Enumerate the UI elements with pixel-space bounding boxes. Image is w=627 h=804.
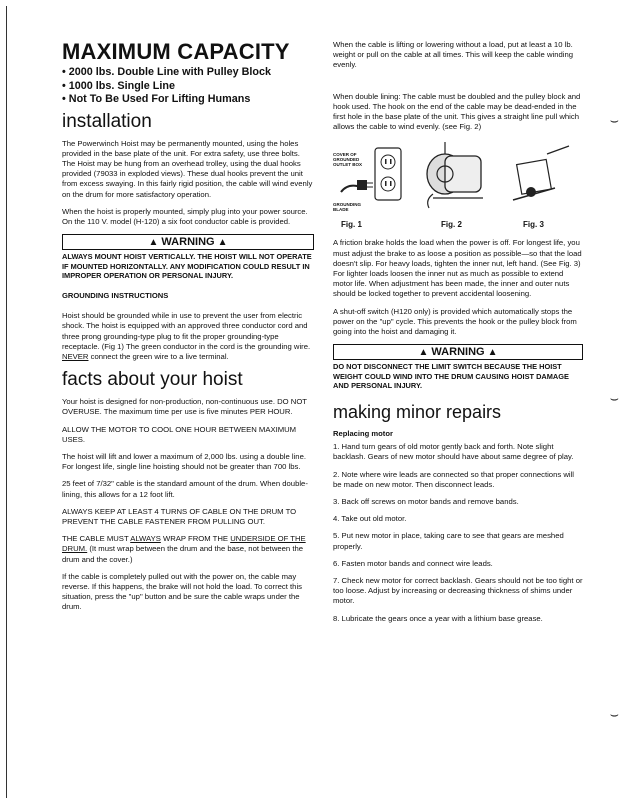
facts-paragraph: ALLOW THE MOTOR TO COOL ONE HOUR BETWEEN MAXIMUM USES. [62,424,297,444]
facts-paragraph: The hoist will lift and lower a maximum of 2,000 lbs. using a double line. For longest life, single line hoisting should not be greater than 700 lbs. [62,451,306,472]
blade-label: GROUNDING BLADE [333,202,361,213]
repair-step: 5. Put new motor in place, taking care to see that gears are meshed properly. [333,531,564,551]
facts-paragraph: Your hoist is designed for non-production, non-continuous use. DO NOT OVERUSE. The maximum time per use is five minutes PER HOUR. [62,397,307,417]
underside-emphasis: UNDERSIDE OF THE DRUM. [62,534,306,554]
capacity-item: • 2000 lbs. Double Line with Pulley Block [62,66,314,80]
capacity-item: • 1000 lbs. Single Line [62,80,314,94]
replacing-heading: Replacing motor [333,429,393,439]
warning-label: WARNING [161,236,215,249]
repair-step: 3. Back off screws on motor bands and remove bands. [333,497,519,507]
installation-heading: installation [62,110,152,132]
fig-3-caption: Fig. 3 [523,220,544,230]
always-emphasis: ALWAYS [130,534,161,544]
grounding-text: Hoist should be grounded while in use to prevent the user from electric shock. The hoist is equipped with an approved three conductor cord and three prong grounding-type plug to fit the proper grounding-type receptacle. (Fig 1) The green conductor in the cord is the grounding wire. [62,311,311,351]
repair-step: 8. Lubricate the gears once a year with a lithium base grease. [333,613,543,623]
installation-paragraph: When the hoist is properly mounted, simply plug into your power source. On the 110 V. model (H-120) a six foot conductor cable is provided. [62,206,308,226]
repair-step: 7. Check new motor for correct backlash. Gears should not be too tight or too loose. Adjust by increasing or decreasing thickness of shims under motor. [333,576,583,606]
facts-paragraph: ALWAYS KEEP AT LEAST 4 TURNS OF CABLE ON THE DRUM TO PREVENT THE CABLE FASTENER FROM PULLING OUT. [62,506,297,526]
facts-text: (It must wrap between the drum and the base, not between the drum and the cover.) [62,544,304,564]
repair-step: 2. Note where wire leads are connected so that proper connections will be made on new motor. Then disconnect leads. [333,469,575,489]
fig-2-caption: Fig. 2 [441,220,462,230]
warning-text: ALWAYS MOUNT HOIST VERTICALLY. THE HOIST WILL NOT OPERATE IF MOUNTED HORIZONTALLY. ANY MODIFICATION COULD RESULT IN IMPROPER OPERATION OR PERSONAL INJURY. [62,252,312,281]
installation-paragraph: The Powerwinch Hoist may be permanently mounted, using the holes provided in the base plate of the unit. For extra safety, use three bolts. The Hoist may be hung from an overhead trolley, using the dual hooks provided (79033 in exploded views). These dual hooks prevent the unit from excess swaying. In this fairly rigid position, the cable will wind evenly on the drum for more satisfactory operation. [62,138,313,199]
warning-label: WARNING [431,346,485,359]
warning-icon: ▲ [148,237,159,249]
brake-paragraph: A friction brake holds the load when the power is off. For longest life, you must adjust the brake to as loose a position as possible—so that the load doesn't slip. For heavy loads, tighten the inner nut, left hand. (See Fig. 3) For lighter loads loosen the inner nut as much as possible to extend motor life. When adjustment has been made, the inner and outer nuts should be locked together to prevent accidental loosening. [333,238,582,299]
page-edge-line [6,6,7,798]
warning-icon: ▲ [217,237,228,249]
figure-illustrations [333,140,583,218]
capacity-list [62,66,314,107]
capacity-title: MAXIMUM CAPACITY [62,39,290,64]
repair-step: 4. Take out old motor. [333,514,407,524]
warning-icon: ▲ [487,347,498,359]
capacity-item: • Not To Be Used For Lifting Humans [62,93,314,107]
grounding-heading: GROUNDING INSTRUCTIONS [62,290,169,300]
warning-text: DO NOT DISCONNECT THE LIMIT SWITCH BECAUSE THE HOIST WEIGHT COULD WIND INTO THE DRUM CAUSING HOIST DAMAGE AND PERSONAL INJURY. [333,362,569,391]
double-lining-paragraph: When double lining: The cable must be doubled and the pulley block and hook used. The hook on the end of the cable may be dead-ended in the first hole in the base plate of the unit. This gives a straight line pull which allows the cable to wind evenly. (see Fig. 2) [333,91,581,132]
repair-step: 1. Hand turn gears of old motor gently back and forth. Note slight backlash. Gears of new motor should have about same degree of play. [333,442,574,462]
repairs-heading: making minor repairs [333,402,502,423]
brake-figure [513,146,569,200]
margin-tick: ⌣ [609,112,619,128]
warning-icon: ▲ [418,347,429,359]
repair-step: 6. Fasten motor bands and connect wire leads. [333,558,493,568]
facts-text: THE CABLE MUST [62,534,129,544]
fig-1-caption: Fig. 1 [341,220,362,230]
figures [333,140,583,232]
facts-paragraph: If the cable is completely pulled out with the power on, the cable may reverse. If this happens, the brake will not hold the load. To correct this situation, press the "up" button and be sure the cable wraps under the drum. [62,571,303,612]
grounding-text: connect the green wire to a live terminal. [90,351,229,361]
outlet-box-label: COVER OF GROUNDED OUTLET BOX [333,152,362,168]
switch-paragraph: A shut-off switch (H120 only) is provided which automatically stops the power on the "up" cycle. This prevents the hook or the pulley block from going into the hoist and damaging it. [333,306,577,337]
margin-tick: ⌣ [609,390,619,406]
facts-paragraph [62,534,314,565]
hoist-figure [427,142,483,208]
warning-banner [62,234,314,250]
facts-heading: facts about your hoist [62,369,243,391]
facts-paragraph: 25 feet of 7/32" cable is the standard amount of the drum. When double-lining, this allows for a 12 foot lift. [62,479,308,499]
cable-paragraph: When the cable is lifting or lowering without a load, put at least a 10 lb. weight or pull on the cable at all times. This will keep the cable winding evenly. [333,40,574,70]
facts-text: WRAP FROM THE [162,534,229,544]
left-column [62,40,314,620]
grounding-paragraph [62,311,314,362]
never-emphasis: NEVER [62,351,89,361]
right-column [333,40,583,631]
warning-banner [333,344,583,360]
margin-tick: ⌣ [609,706,619,722]
